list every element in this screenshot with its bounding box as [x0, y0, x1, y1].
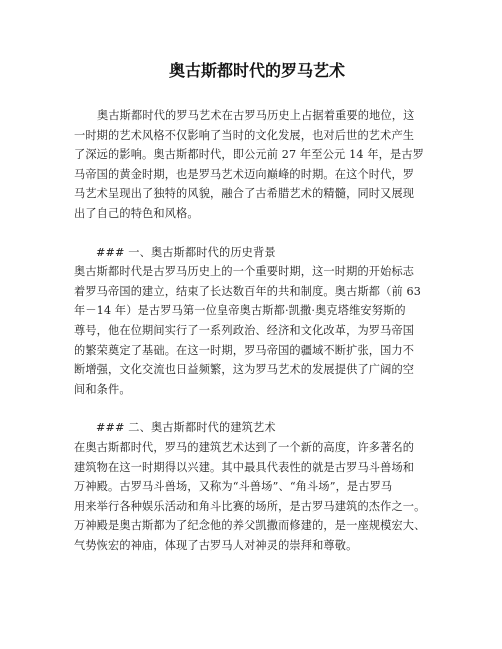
section-heading: ### 二、奥古斯都时代的建筑艺术 — [96, 421, 276, 435]
section-line: 年－14 年）是古罗马第一位皇帝奥古斯都·凯撒·奥克塔维安努斯的 — [74, 304, 406, 318]
paragraph-gap — [74, 399, 436, 418]
section-heading: ### 一、奥古斯都时代的历史背景 — [96, 245, 276, 259]
section-line: 气势恢宏的神庙，体现了古罗马人对神灵的崇拜和尊敬。 — [74, 538, 358, 552]
section-line: 万神殿。古罗马斗兽场，又称为“斗兽场”、“角斗场”，是古罗马 — [74, 480, 393, 494]
section-architecture — [74, 418, 436, 555]
section-history — [74, 243, 436, 400]
section-line: 建筑物在这一时期得以兴建。其中最具代表性的就是古罗马斗兽场和 — [74, 460, 415, 474]
section-line: 的繁荣奠定了基础。在这一时期，罗马帝国的疆域不断扩张，国力不 — [74, 343, 415, 357]
section-line: 间和条件。 — [74, 382, 131, 396]
section-line: 断增强，文化交流也日益频繁，这为罗马艺术的发展提供了广阔的空 — [74, 363, 415, 377]
section-line: 用来举行各种娱乐活动和角斗比赛的场所，是古罗马建筑的杰作之一。 — [74, 499, 426, 513]
intro-line: 马艺术呈现出了独特的风貌，融合了古希腊艺术的精髓，同时又展现 — [74, 187, 415, 201]
intro-line: 一时期的艺术风格不仅影响了当时的文化发展，也对后世的艺术产生 — [74, 128, 415, 142]
intro-line: 出了自己的特色和风格。 — [74, 206, 199, 220]
section-line: 在奥古斯都时代，罗马的建筑艺术达到了一个新的高度，许多著名的 — [74, 440, 415, 454]
intro-line: 奥古斯都时代的罗马艺术在古罗马历史上占据着重要的地位，这 — [97, 109, 415, 122]
paragraph-gap — [74, 224, 436, 243]
section-line: 奥古斯都时代是古罗马历史上的一个重要时期，这一时期的开始标志 — [74, 265, 415, 279]
section-line: 万神殿是奥古斯都为了纪念他的养父凯撒而修建的，是一座规模宏大、 — [74, 519, 426, 533]
intro-paragraph — [74, 106, 436, 224]
intro-line: 了深远的影响。奥古斯都时代，即公元前 27 年至公元 14 年，是古罗 — [74, 148, 425, 162]
document-title: 奥古斯都时代的罗马艺术 — [168, 61, 345, 80]
section-line: 尊号，他在位期间实行了一系列政治、经济和文化改革，为罗马帝国 — [74, 323, 415, 337]
intro-line: 马帝国的黄金时期，也是罗马艺术迈向巅峰的时期。在这个时代，罗 — [74, 167, 415, 181]
section-line: 着罗马帝国的建立，结束了长达数百年的共和制度。奥古斯都（前 63 — [74, 284, 422, 298]
